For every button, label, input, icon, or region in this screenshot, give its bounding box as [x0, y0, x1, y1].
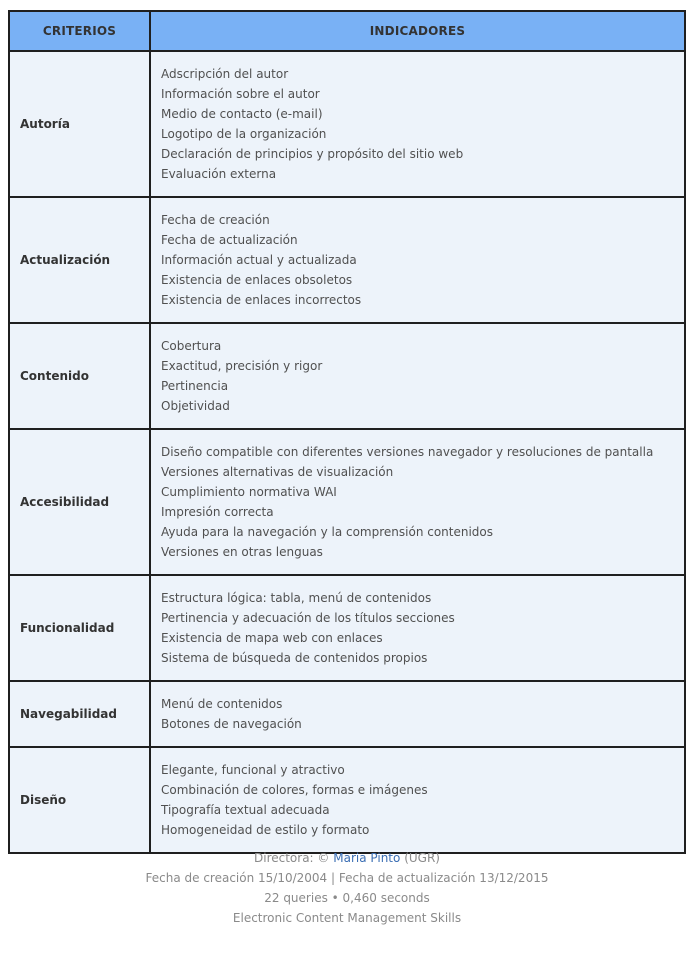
- indicadores-list: [161, 442, 674, 562]
- indicador-item: Versiones alternativas de visualización: [161, 465, 394, 479]
- indicador-item: Información actual y actualizada: [161, 253, 357, 267]
- director-link[interactable]: Maria Pinto: [333, 851, 401, 865]
- indicador-item: Fecha de creación: [161, 213, 270, 227]
- criterio-cell: Funcionalidad: [9, 575, 150, 681]
- indicador-item: Existencia de enlaces obsoletos: [161, 273, 353, 287]
- indicador-item: Ayuda para la navegación y la comprensión contenidos: [161, 525, 494, 539]
- indicadores-cell: [150, 681, 685, 747]
- indicadores-cell: [150, 747, 685, 853]
- header-indicadores: INDICADORES: [150, 11, 685, 51]
- indicadores-cell: [150, 197, 685, 323]
- table-row: [9, 429, 685, 575]
- table-row: [9, 747, 685, 853]
- table-row: [9, 51, 685, 197]
- indicador-item: Impresión correcta: [161, 505, 274, 519]
- criterio-cell: Autoría: [9, 51, 150, 197]
- indicador-item: Información sobre el autor: [161, 87, 320, 101]
- indicadores-cell: [150, 51, 685, 197]
- table-row: [9, 197, 685, 323]
- indicador-item: Declaración de principios y propósito del sitio web: [161, 147, 464, 161]
- footer-director-suffix: (UGR): [404, 851, 440, 865]
- indicador-item: Pertinencia: [161, 379, 229, 393]
- indicadores-cell: [150, 323, 685, 429]
- indicador-item: Homogeneidad de estilo y formato: [161, 823, 370, 837]
- header-criterios: CRITERIOS: [9, 11, 150, 51]
- footer-director-line: [0, 848, 694, 868]
- indicador-item: Menú de contenidos: [161, 697, 283, 711]
- indicador-item: Objetividad: [161, 399, 230, 413]
- indicador-item: Pertinencia y adecuación de los títulos secciones: [161, 611, 455, 625]
- table-row: [9, 575, 685, 681]
- indicador-item: Existencia de enlaces incorrectos: [161, 293, 362, 307]
- indicadores-cell: [150, 429, 685, 575]
- footer-stats: 22 queries • 0,460 seconds: [264, 891, 430, 905]
- indicador-item: Cumplimiento normativa WAI: [161, 485, 337, 499]
- indicador-item: Sistema de búsqueda de contenidos propios: [161, 651, 428, 665]
- criteria-table: [8, 10, 686, 854]
- criterio-cell: Diseño: [9, 747, 150, 853]
- indicador-item: Fecha de actualización: [161, 233, 298, 247]
- indicadores-list: [161, 694, 674, 734]
- indicadores-list: [161, 588, 674, 668]
- criterio-cell: Actualización: [9, 197, 150, 323]
- indicador-item: Exactitud, precisión y rigor: [161, 359, 323, 373]
- indicador-item: Medio de contacto (e-mail): [161, 107, 323, 121]
- indicador-item: Diseño compatible con diferentes versiones navegador y resoluciones de pantalla: [161, 445, 654, 459]
- indicador-item: Estructura lógica: tabla, menú de contenidos: [161, 591, 432, 605]
- criterio-cell: Navegabilidad: [9, 681, 150, 747]
- indicador-item: Evaluación externa: [161, 167, 277, 181]
- indicador-item: Tipografía textual adecuada: [161, 803, 330, 817]
- criterio-cell: Contenido: [9, 323, 150, 429]
- footer: [0, 848, 694, 928]
- indicadores-list: [161, 210, 674, 310]
- criterio-cell: Accesibilidad: [9, 429, 150, 575]
- footer-dates: Fecha de creación 15/10/2004 | Fecha de actualización 13/12/2015: [145, 871, 549, 885]
- footer-director-prefix: Directora: ©: [254, 851, 330, 865]
- indicador-item: Logotipo de la organización: [161, 127, 327, 141]
- indicador-item: Elegante, funcional y atractivo: [161, 763, 345, 777]
- footer-site-name: Electronic Content Management Skills: [232, 911, 462, 925]
- indicadores-list: [161, 64, 674, 184]
- indicadores-cell: [150, 575, 685, 681]
- indicador-item: Existencia de mapa web con enlaces: [161, 631, 383, 645]
- indicador-item: Cobertura: [161, 339, 222, 353]
- indicador-item: Versiones en otras lenguas: [161, 545, 323, 559]
- table-header-row: [9, 11, 685, 51]
- table-row: [9, 323, 685, 429]
- indicador-item: Combinación de colores, formas e imágenes: [161, 783, 428, 797]
- table-body: [9, 51, 685, 853]
- table-row: [9, 681, 685, 747]
- indicadores-list: [161, 760, 674, 840]
- indicador-item: Botones de navegación: [161, 717, 302, 731]
- indicadores-list: [161, 336, 674, 416]
- indicador-item: Adscripción del autor: [161, 67, 289, 81]
